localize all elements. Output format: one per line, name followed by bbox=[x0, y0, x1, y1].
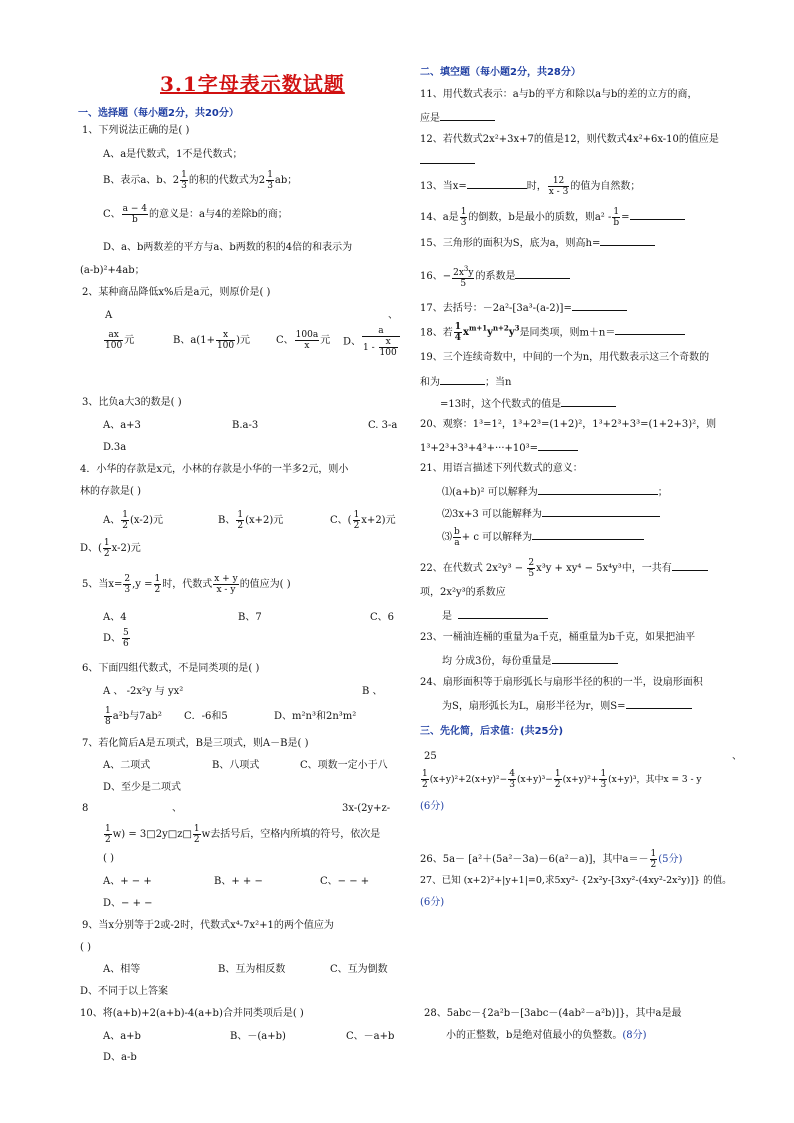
q10-option-b: B、－(a+b) bbox=[230, 1031, 286, 1042]
q9-stem: 9、当x分别等于2或-2时，代数式x⁴-7x²+1的两个值应为 bbox=[82, 920, 334, 931]
q12-stem: 12、若代数式2x²+3x+7的值是12，则代数式4x²+6x-10的值应是 bbox=[420, 134, 719, 145]
q28-line2: 小的正整数，b是绝对值最小的负整数。(8分) bbox=[446, 1030, 647, 1041]
q27-stem: 27、已知 (x+2)²+|y+1|=0,求5xy²- {2x²y-[3xy²-(4xy²-2x²y)]} 的值。 bbox=[420, 875, 732, 886]
q10-stem: 10、将(a+b)+2(a+b)-4(a+b)合并同类项后是( ) bbox=[80, 1008, 304, 1019]
q7-option-d: D、至少是二项式 bbox=[103, 782, 182, 793]
q27-score: (6分) bbox=[420, 897, 445, 908]
q21-item-2: ⑵3x+3 可以能解释为 bbox=[442, 506, 660, 522]
q25-score: (6分) bbox=[420, 801, 445, 812]
q3-option-a: A、a+3 bbox=[103, 420, 141, 431]
q4-option-b: B、 $\frac{1}{2}$ (x+2)元 bbox=[218, 510, 284, 531]
q9-option-a: A、相等 bbox=[103, 964, 141, 975]
q9-option-b: B、互为相反数 bbox=[218, 964, 286, 975]
q8-paren: ( ) bbox=[103, 853, 114, 864]
q6-option-b: $\frac{1}{8}$ a²b与7ab² bbox=[105, 706, 162, 727]
q5-option-c: C、6 bbox=[370, 612, 395, 623]
q25-number: 25 bbox=[424, 751, 437, 762]
q1-option-d: D、a、b两数差的平方与a、b两数的积的4倍的和表示为 bbox=[103, 242, 353, 253]
q21-stem: 21、用语言描述下列代数式的意义： bbox=[420, 463, 583, 474]
q9-paren: ( ) bbox=[80, 942, 91, 953]
q22-stem: 22、在代数式 2x²y³ − $\frac{2}{5}$ x³y + xy⁴ − 5x⁴y³中，一共有 bbox=[420, 558, 708, 579]
q7-stem: 7、若化简后A是五项式，B是三项式，则A－B是( ) bbox=[82, 738, 309, 749]
q17-stem: 17、去括号：－2a²-[3a³-(a-2)]= bbox=[420, 300, 627, 316]
q18-stem: 18、若 $\frac{1}{4}$ $x^{m+1}y^{n+2}y^3$是同类项，则m＋n＝ bbox=[420, 322, 685, 343]
q2-stem: 2、某种商品降低x%后是a元，则原价是( ) bbox=[82, 287, 271, 298]
q28-stem: 28、5abc－{2a²b－[3abc－(4ab²－a²b)]}，其中a是最 bbox=[424, 1008, 682, 1019]
q8-expr: 3x-(2y+z- bbox=[342, 803, 391, 814]
q14-stem: 14、a是 $\frac{1}{3}$ 的倒数，b是最小的质数，则a² - $\frac{1}{b}$ = bbox=[420, 207, 685, 228]
q6-option-a: A 、 -2x²y 与 yx² bbox=[103, 686, 184, 697]
q8-line2: $\frac{1}{2}$ w) = 3□2y□z□ $\frac{1}{2}$ w去括号后，空格内所填的符号，依次是 bbox=[105, 824, 381, 845]
q5-option-b: B、7 bbox=[238, 612, 262, 623]
q8-option-a: A、+ − + bbox=[103, 876, 152, 887]
q1-stem: 1、下列说法正确的是( ) bbox=[82, 125, 190, 136]
q4-option-a: A、 $\frac{1}{2}$ (x-2)元 bbox=[103, 510, 163, 531]
q7-option-a: A、二项式 bbox=[103, 760, 151, 771]
q25-expression: $\frac{1}{2}$ (x+y)²+2(x+y)²− $\frac{4}{3}$ (x+y)³− $\frac{1}{2}$ (x+y)²+ $\frac{1}{3}$ (x+y)³，其中x = 3 - y bbox=[422, 769, 702, 790]
q4-stem-cont: 林的存款是( ) bbox=[80, 486, 141, 497]
q22-line3: 是 bbox=[442, 608, 548, 624]
q2-option-b: B、a(1+ $\frac{x}{100}$ )元 bbox=[173, 330, 251, 351]
q6-option-d: D、m²n³和2n³m² bbox=[274, 711, 357, 722]
q8-option-b: B、+ + − bbox=[214, 876, 263, 887]
q21-item-1: ⑴(a+b)² 可以解释为 ； bbox=[442, 484, 668, 500]
q12-blank bbox=[420, 153, 475, 169]
q24-stem: 24、扇形面积等于扇形弧长与扇形半径的积的一半，设扇形面积 bbox=[420, 677, 703, 688]
q1-option-a: A、a是代数式，1不是代数式； bbox=[103, 149, 243, 160]
q11-answer-line: 应是 bbox=[420, 110, 495, 126]
q3-option-d: D.3a bbox=[103, 442, 127, 453]
q1-option-d-cont: (a-b)²+4ab； bbox=[80, 265, 145, 276]
q2-option-a: $\frac{ax}{100}$ 元 bbox=[105, 330, 135, 351]
q2-option-c: C、 $\frac{100a}{x}$ 元 bbox=[276, 330, 331, 351]
q25-dot: 、 bbox=[732, 751, 742, 762]
q6-option-b-label: B 、 bbox=[362, 686, 383, 697]
q9-option-d: D、不同于以上答案 bbox=[80, 986, 169, 997]
q21-item-3: ⑶ $\frac{b}{a}$ + c 可以解释为 bbox=[442, 527, 644, 548]
q4-stem: 4．小华的存款是x元，小林的存款是小华的一半多2元，则小 bbox=[80, 464, 349, 475]
q11-stem: 11、用代数式表示：a与b的平方和除以a与b的差的立方的商， bbox=[420, 89, 698, 100]
q9-option-c: C、互为倒数 bbox=[330, 964, 388, 975]
q23-stem: 23、一桶油连桶的重量为a千克，桶重量为b千克，如果把油平 bbox=[420, 632, 696, 643]
q10-option-d: D、a-b bbox=[103, 1052, 137, 1063]
section-evaluate-heading: 三、先化简，后求值：(共25分) bbox=[420, 726, 564, 737]
q26-stem: 26、5a－ [a²＋(5a²－3a)－6(a²－a)]，其中a＝－ $\frac{1}{2}$ (5分) bbox=[420, 849, 683, 870]
q15-stem: 15、三角形的面积为S，底为a，则高h= bbox=[420, 235, 655, 251]
q6-stem: 6、下面四组代数式，不是同类项的是( ) bbox=[82, 663, 260, 674]
q20-stem: 20、观察：1³=1²，1³+2³=(1+2)²，1³+2³+3³=(1+2+3)²，则 bbox=[420, 419, 717, 430]
q4-option-c: C、( $\frac{1}{2}$ x+2)元 bbox=[330, 510, 396, 531]
page-title: 3.1字母表示数试题 bbox=[160, 72, 345, 96]
q2-dot: 、 bbox=[388, 310, 398, 321]
q19-answer-line: 和为 ；当n bbox=[420, 374, 511, 390]
q3-option-c: C. 3-a bbox=[368, 420, 398, 431]
q7-option-b: B、八项式 bbox=[212, 760, 260, 771]
q10-option-a: A、a+b bbox=[103, 1031, 141, 1042]
q2-label-a: A bbox=[105, 310, 113, 321]
q4-option-d: D、( $\frac{1}{2}$ x-2)元 bbox=[80, 538, 141, 559]
section-choice-heading: 一、选择题（每小题2分，共20分） bbox=[78, 108, 239, 119]
q6-option-c: C．-6和5 bbox=[184, 711, 228, 722]
q3-stem: 3、比负a大3的数是( ) bbox=[82, 397, 182, 408]
q8-option-c: C、− − + bbox=[320, 876, 370, 887]
q8-option-d: D、− + − bbox=[103, 898, 153, 909]
q19-stem: 19、三个连续奇数中，中间的一个为n，用代数表示这三个奇数的 bbox=[420, 352, 710, 363]
q23-answer-line: 均 分成3份，每份重量是 bbox=[442, 653, 618, 669]
q5-stem: 5、当x= $\frac{2}{3}$ ,y = $\frac{1}{2}$ 时，代数式 $\frac{x + y}{x - y}$ 的值应为( ) bbox=[82, 574, 291, 595]
q5-option-a: A、4 bbox=[103, 612, 127, 623]
q22-line2: 项，2x²y³的系数应 bbox=[420, 587, 506, 598]
q13-stem: 13、当x= 时， $\frac{12}{x - 3}$ 的值为自然数； bbox=[420, 176, 641, 197]
q20-answer-line: 1³+2³+3³+4³+···+10³= bbox=[420, 440, 578, 456]
q8-number: 8 bbox=[82, 803, 89, 814]
q3-option-b: B.a-3 bbox=[232, 420, 259, 431]
q1-option-b: B、表示a、b、2 $\frac{1}{3}$ 的积的代数式为2 $\frac{1}{3}$ ab； bbox=[103, 170, 298, 191]
q8-dot: 、 bbox=[172, 803, 182, 814]
q7-option-c: C、项数一定小于八 bbox=[300, 760, 388, 771]
q16-stem: 16、− $\frac{2x^3y}{5}$ 的系数是 bbox=[420, 264, 570, 289]
q2-option-d: D、 a 1 - $\frac{x}{100}$ bbox=[343, 326, 401, 358]
q5-option-d: D、 $\frac{5}{6}$ bbox=[103, 628, 129, 649]
section-fill-heading: 二、填空题（每小题2分，共28分） bbox=[420, 67, 581, 78]
q24-answer-line: 为S，扇形弧长为L，扇形半径为r，则S= bbox=[442, 698, 692, 714]
q1-option-c: C、 $\frac{a - 4}{b}$ 的意义是：a与4的差除b的商； bbox=[103, 204, 288, 225]
q10-option-c: C、－a+b bbox=[346, 1031, 395, 1042]
q19-value-line: =13时，这个代数式的值是 bbox=[440, 396, 616, 412]
